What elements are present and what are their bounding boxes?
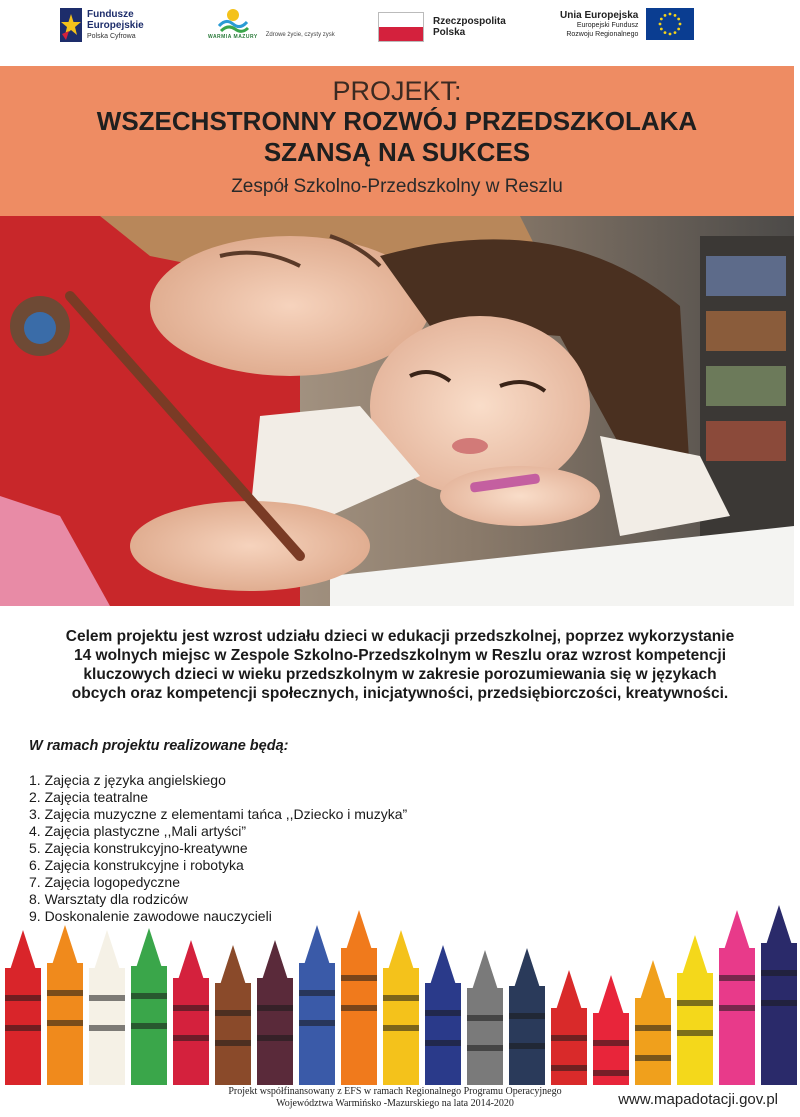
project-goal-line3: kluczowych dzieci w wieku przedszkolnym w zakresie porozumiewania się w językach — [83, 666, 717, 683]
cofinancing-line2: Województwa Warmińsko -Mazurskiego na lata 2014-2020 — [276, 1098, 514, 1109]
list-item: 7. Zajęcia logopedyczne — [29, 874, 180, 890]
rzeczpospolita-line2: Polska — [433, 27, 466, 38]
fundusze-europejskie-logo — [60, 8, 144, 42]
crayon-icon — [173, 940, 209, 1085]
ue-sub2: Rozwoju Regionalnego — [566, 30, 639, 38]
project-title-line2: SZANSĄ NA SUKCES — [263, 137, 531, 167]
project-goal-line4: obcych oraz kompetencji społecznych, inicjatywności, przedsiębiorczości, kreatywności. — [71, 685, 729, 702]
polish-flag-icon — [378, 12, 424, 42]
project-goal-line1: Celem projektu jest wzrost udziału dzieci w edukacji przedszkolnej, poprzez wykorzystanie — [65, 628, 735, 645]
crayon-icon — [89, 930, 125, 1085]
crayon-icon — [761, 905, 797, 1085]
crayon-icon — [509, 948, 545, 1085]
unia-europejska-logo — [560, 8, 694, 40]
crayon-icon — [593, 975, 629, 1085]
crayon-icon — [635, 960, 671, 1085]
list-item: 2. Zajęcia teatralne — [29, 789, 149, 805]
crayon-icon — [131, 928, 167, 1085]
project-label: PROJEKT: — [332, 76, 462, 106]
list-item: 4. Zajęcia plastyczne ,,Mali artyści” — [29, 823, 247, 839]
list-item: 1. Zajęcia z języka angielskiego — [29, 772, 226, 788]
warmia-mazury-logo — [208, 6, 335, 40]
crayon-icon — [551, 970, 587, 1085]
cofinancing-line1: Projekt współfinansowany z EFS w ramach Regionalnego Programu Operacyjnego — [228, 1086, 562, 1097]
warmia-mazury-tagline: Zdrowe życie, czysty zysk — [265, 32, 335, 38]
ue-sub1: Europejski Fundusz — [576, 21, 639, 29]
eu-flag-icon — [646, 8, 694, 40]
crayon-icon — [215, 945, 251, 1085]
rzeczpospolita-logo — [378, 12, 506, 42]
crayon-icon — [383, 930, 419, 1085]
crayon-icon — [677, 935, 713, 1085]
crayon-icon — [467, 950, 503, 1085]
warmia-mazury-icon — [216, 6, 250, 34]
fundusze-title2: Europejskie — [87, 19, 144, 31]
activities-heading: W ramach projektu realizowane będą: — [29, 738, 289, 754]
cofinancing-note — [190, 1086, 600, 1110]
crayon-icon — [425, 945, 461, 1085]
title-banner — [0, 66, 794, 216]
list-item: 8. Warsztaty dla rodziców — [29, 891, 188, 907]
school-name: Zespół Szkolno-Przedszkolny w Reszlu — [231, 176, 563, 197]
rzeczpospolita-line1: Rzeczpospolita — [433, 16, 506, 27]
crayons-decoration — [0, 900, 800, 1085]
fundusze-sub: Polska Cyfrowa — [87, 32, 136, 40]
children-drawing-photo — [0, 216, 794, 606]
project-title-line1: WSZECHSTRONNY ROZWÓJ PRZEDSZKOLAKA — [96, 106, 698, 136]
list-item: 9. Doskonalenie zawodowe nauczycieli — [29, 908, 272, 924]
crayon-icon — [257, 940, 293, 1085]
crayon-icon — [341, 910, 377, 1085]
project-goal-text — [20, 627, 780, 703]
website-link[interactable]: www.mapadotacji.gov.pl — [618, 1091, 778, 1108]
crayon-icon — [299, 925, 335, 1085]
list-item: 6. Zajęcia konstrukcyjne i robotyka — [29, 857, 244, 873]
warmia-mazury-name: WARMIA MAZURY — [208, 34, 258, 40]
list-item: 5. Zajęcia konstrukcyjno-kreatywne — [29, 840, 248, 856]
project-goal-line2: 14 wolnych miejsc w Zespole Szkolno-Przedszkolnym w Reszlu oraz wzrost kompetencji — [73, 647, 727, 664]
crayon-icon — [47, 925, 83, 1085]
crayon-icon — [5, 930, 41, 1085]
logo-bar — [0, 0, 800, 62]
fundusze-star-icon — [60, 8, 82, 42]
ue-title: Unia Europejska — [560, 9, 639, 21]
crayon-icon — [719, 910, 755, 1085]
fundusze-title: Fundusze — [87, 8, 134, 20]
list-item: 3. Zajęcia muzyczne z elementami tańca ,,Dziecko i muzyka” — [29, 806, 408, 822]
